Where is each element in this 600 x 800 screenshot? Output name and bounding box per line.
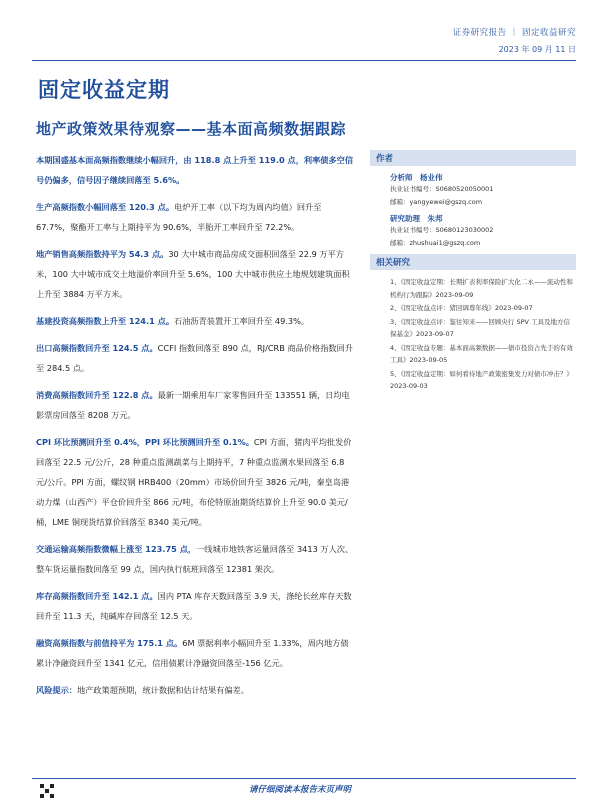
author-entry — [390, 172, 576, 209]
summary-paragraph — [36, 385, 354, 425]
paragraph-body: 国内 PTA 库存天数回落至 3.9 天，涤纶长丝库存天数回升至 11.3 天，纯碱库存回落至 12.5 天。 — [36, 591, 352, 621]
related-item[interactable]: 3、《固定收益点评：鉴往知来——回顾央行 SPV 工具及地方信保基金》2023-09-07 — [390, 317, 571, 338]
author-email[interactable]: 邮箱：zhushuai1@gszq.com — [390, 239, 481, 247]
summary-paragraph — [36, 244, 354, 304]
authors-heading: 作者 — [370, 150, 576, 166]
author-name: 分析师 杨业伟 — [390, 173, 443, 182]
paragraph-body: 石油沥青装置开工率回升至 49.3%。 — [174, 316, 310, 326]
author-license: 执业证书编号：S0680123030002 — [390, 226, 494, 234]
risk-warning — [36, 680, 354, 700]
paragraph-body: CCFI 指数回落至 890 点，RJ/CRB 商品价格指数回升至 284.5 点。 — [36, 343, 353, 373]
summary-paragraph — [36, 539, 354, 579]
paragraph-lead: CPI 环比预测回升至 0.4%，PPI 环比预测回升至 0.1%。 — [36, 437, 254, 447]
sidebar — [370, 150, 576, 394]
author-email[interactable]: 邮箱：yangyewei@gszq.com — [390, 198, 483, 206]
paragraph-lead: 风险提示： — [36, 685, 77, 695]
author-entry — [390, 213, 576, 250]
related-item[interactable]: 2、《固定收益点评：猪回调尊年线》2023-09-07 — [390, 304, 533, 312]
paragraph-body: 最新一期乘用车厂家零售回升至 133551 辆，日均电影票房回落至 8208 万元。 — [36, 390, 350, 420]
paragraph-body: CPI 方面，猪肉平均批发价回落至 22.5 元/公斤，28 种重点监测蔬菜与上期持平，7 种重点监测水果回落至 6.8 元/公斤。PPI 方面，螺纹钢 HRB400（20mm）市场价回升至 3826 元/吨，秦皇岛港动力煤（山西产）平仓价回升至 866 元/吨，布伦特原油期货结算价上升至 90.0 美元/桶，LME 铜现货结算价回落至 8340 美元/吨。 — [36, 437, 352, 527]
summary-paragraph — [36, 311, 354, 331]
report-title: 固定收益定期 — [38, 78, 170, 102]
summary-paragraph — [36, 586, 354, 626]
related-item[interactable]: 4、《固定收益专题：基本面高频数据——债市投资占先于的有效工具》2023-09-05 — [390, 343, 573, 364]
footer-divider — [32, 778, 576, 779]
author-list — [370, 172, 576, 250]
report-date: 2023 年 09 月 11 日 — [498, 45, 576, 54]
paragraph-body: 电炉开工率（以下均为周内均值）回升至 67.7%，聚酯开工率与上期持平为 90.6%，半胎开工率回升至 72.2%。 — [36, 202, 322, 232]
paragraph-lead: 融资高频指数与前值持平为 175.1 点。 — [36, 638, 183, 648]
paragraph-lead: 出口高频指数回升至 124.5 点。 — [36, 343, 158, 353]
paragraph-lead: 生产高频指数小幅回落至 120.3 点。 — [36, 202, 175, 212]
author-name: 研究助理 朱邦 — [390, 214, 443, 223]
paragraph-body: 一线城市地铁客运量回落至 3413 万人次、整车货运量指数回落至 99 点，国内执行航班回落至 12381 架次。 — [36, 544, 354, 574]
summary-paragraph — [36, 432, 354, 532]
paragraph-lead: 交通运输高频指数微幅上涨至 123.75 点， — [36, 544, 197, 554]
summary-paragraph — [36, 197, 354, 237]
related-heading: 相关研究 — [370, 254, 576, 270]
related-item[interactable]: 5、《固定收益定期：如何看待地产政策密集发力对债市冲击？》2023-09-03 — [390, 369, 573, 390]
summary-paragraph — [36, 338, 354, 378]
paragraph-lead: 地产销售高频指数持平为 54.3 点。 — [36, 249, 169, 259]
paragraph-body: 30 大中城市商品房成交面积回落至 22.9 万平方米，100 大中城市成交土地溢价率回升至 5.6%，100 大中城市供应土地规划建筑面积上升至 3884 万平方米。 — [36, 249, 350, 299]
related-item[interactable]: 1、《固定收益定期：长期扩表利率保险扩大化二永——流动性和机构行为跟踪》2023-09-09 — [390, 278, 573, 299]
paragraph-lead: 基建投资高频指数上升至 124.1 点。 — [36, 316, 175, 326]
report-series: 证券研究报告 ｜ 固定收益研究 — [452, 28, 576, 38]
paragraph-lead: 库存高频指数回升至 142.1 点。 — [36, 591, 158, 601]
footer-disclaimer: 请仔细阅读本报告末页声明 — [248, 785, 351, 795]
summary-paragraph — [36, 150, 354, 190]
summary-paragraph — [36, 633, 354, 673]
paragraph-body: 6M 票据利率小幅回升至 1.33%，周内地方债累计净融资回升至 1341 亿元，信用债累计净融资回落至-156 亿元。 — [36, 638, 349, 668]
report-subtitle: 地产政策效果待观察——基本面高频数据跟踪 — [36, 120, 347, 138]
paragraph-body: 地产政策超预期，统计数据和估计结果有偏差。 — [76, 685, 249, 695]
summary-body — [36, 150, 354, 707]
paragraph-lead: 本期国盛基本面高频指数继续小幅回升，由 118.8 点上升至 119.0 点，利率债多空信号仍偏多，信号因子继续回落至 5.6%。 — [36, 155, 354, 185]
paragraph-lead: 消费高频指数回升至 122.8 点。 — [36, 390, 158, 400]
author-license: 执业证书编号：S0680520050001 — [390, 185, 494, 193]
header-divider — [32, 60, 576, 61]
related-list — [370, 276, 576, 393]
